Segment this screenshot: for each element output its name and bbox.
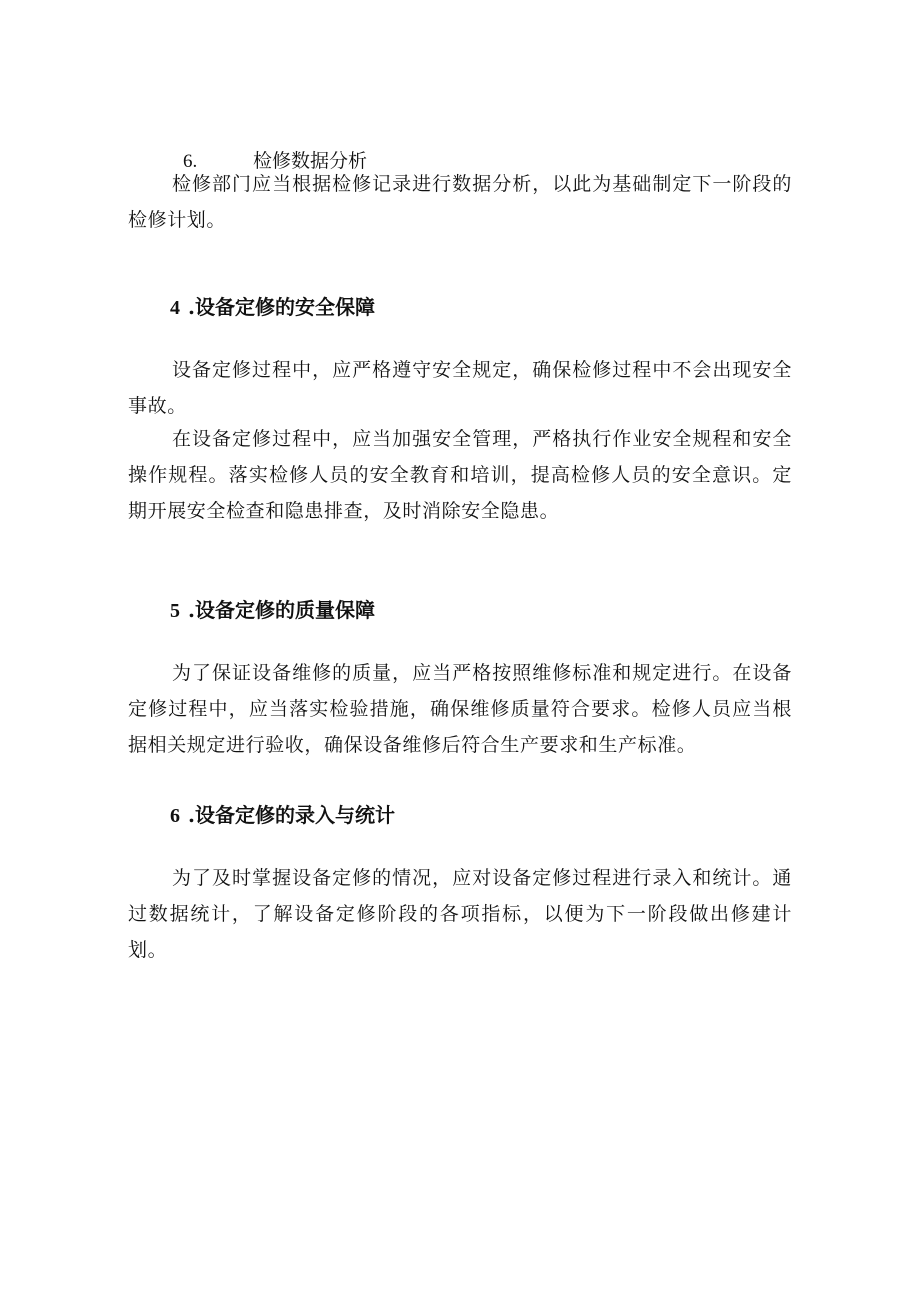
section-number-5: 5 [170,600,180,622]
subsection-title: 检修数据分析 [253,150,368,172]
section-number-6: 6 [170,805,180,827]
section-5-paragraph-1: 为了保证设备维修的质量，应当严格按照维修标准和规定进行。在设备定修过程中，应当落实检验措施，确保维修质量符合要求。检修人员应当根据相关规定进行验收，确保设备维修后符合生产要求和生产标准。 [128,662,792,756]
subsection-paragraph: 检修部门应当根据检修记录进行数据分析，以此为基础制定下一阶段的检修计划。 [128,173,792,231]
section-title-6: .设备定修的录入与统计 [188,803,395,827]
section-4-paragraph-2: 在设备定修过程中，应当加强安全管理，严格执行作业安全规程和安全操作规程。落实检修人员的安全教育和培训，提高检修人员的安全意识。定期开展安全检查和隐患排查，及时消除安全隐患。 [128,428,792,522]
section-title-4: .设备定修的安全保障 [188,295,375,319]
subsection-number: 6. [183,151,198,172]
section-4-paragraph-1: 设备定修过程中，应严格遵守安全规定，确保检修过程中不会出现安全事故。 [128,359,792,417]
section-6-paragraph-1: 为了及时掌握设备定修的情况，应对设备定修过程进行录入和统计。通过数据统计，了解设备定修阶段的各项指标，以便为下一阶段做出修建计划。 [128,867,792,961]
section-title-5: .设备定修的质量保障 [188,598,375,622]
section-heading-4 [170,292,375,323]
section-number-4: 4 [170,297,180,319]
section-heading-5 [170,595,375,626]
section-heading-6 [170,800,395,831]
